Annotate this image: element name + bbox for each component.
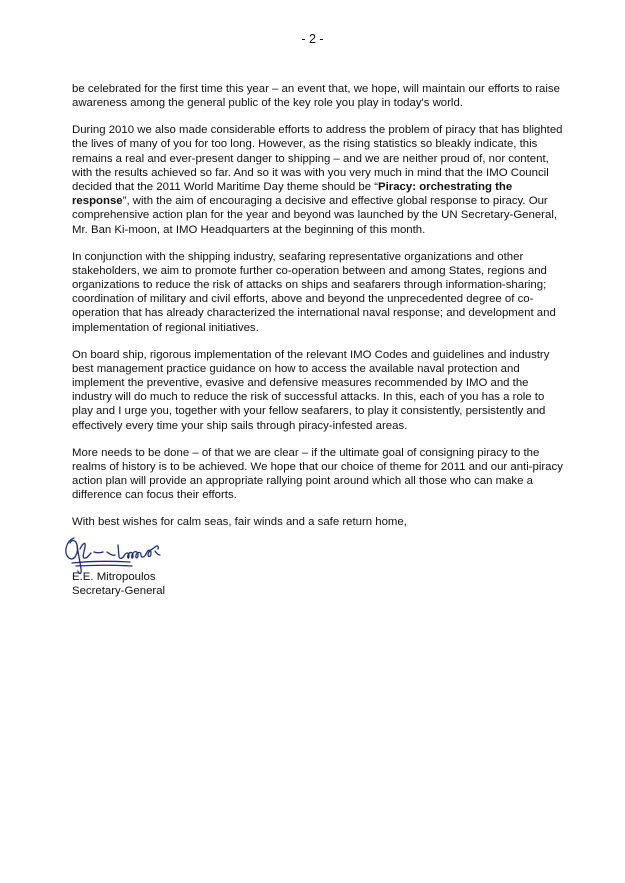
paragraph-piracy-theme-tail: ”, with the aim of encouraging a decisive and effective global response to piracy. Our comprehensive action plan for the year and beyond was launched by the UN Secretary-General, Mr. Ban Ki-moon, at IMO Headquarters at the beginning of this month. [72,195,558,236]
paragraph-cooperation: In conjunction with the shipping industry, seafaring representative organizations and other stakeholders, we aim to promote further co-operation between and among States, regions and organizations to reduce the risk of attacks on ships and seafarers through information-sharing; coordination of military and civil efforts, above and beyond the unprecedented degree of co-operation that has already characterized the international naval response; and development and implementation of regional initiatives. [72,250,556,334]
signer-name: E.E. Mitropoulos [72,571,156,583]
signer-title: Secretary-General [72,585,166,598]
signer-block [72,570,165,598]
letter-body [72,82,564,542]
paragraph-on-board: On board ship, rigorous implementation of the relevant IMO Codes and guidelines and industry best management practice guidance on how to access the available naval protection and implement the preventive, evasive and defensive measures recommended by IMO and the industry will do much to reduce the risk of successful attacks. In this, each of you has a role to play and I urge you, together with your fellow seafarers, to play it consistently, persistently and effectively every time your ship sails through piracy-infested areas. [72,348,550,432]
theme-title-emphasis: Piracy: orchestrating the response [72,181,513,208]
paragraph-more-needed: More needs to be done – of that we are clear – if the ultimate goal of consigning piracy to the realms of history is to be achieved. We hope that our choice of theme for 2011 and our anti-piracy action plan will provide an appropriate rallying point around which all those who can make a difference can focus their efforts. [72,446,563,502]
paragraph-piracy-theme [72,123,564,237]
paragraph-closing: With best wishes for calm seas, fair winds and a safe return home, [72,516,407,529]
paragraph-piracy-theme-lead: During 2010 we also made considerable efforts to address the problem of piracy that has blighted the lives of many of you for too long. However, as the rising statistics so bleakly indicate, this remains a real and ever-present danger to shipping – and we are neither proud of, nor content, with the results achieved so far. And so it was with you very much in mind that the IMO Council decided that the 2011 World Maritime Day theme should be “ [72,124,563,194]
paragraph-awareness: be celebrated for the first time this year – an event that, we hope, will maintain our efforts to raise awareness among the general public of the key role you play in today's world. [72,83,560,110]
page-number: - 2 - [301,32,324,46]
